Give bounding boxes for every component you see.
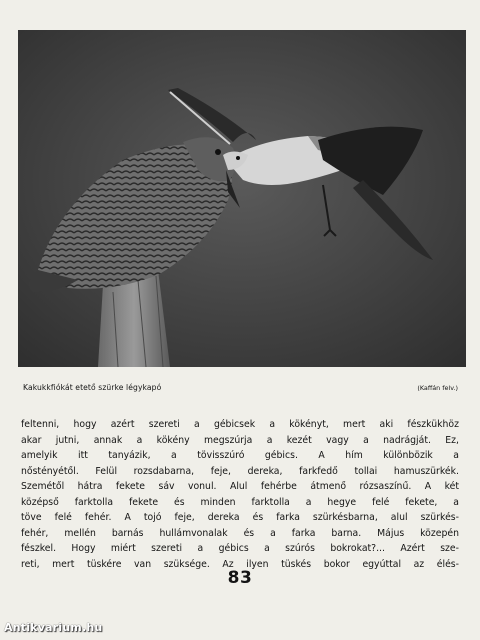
- photo-caption: Kakukkfiókát etető szürke légykapó: [23, 383, 162, 392]
- text-line: akar jutni, annak a kökény megszúrja a kezét vagy a nadrágját. Ez,: [21, 434, 459, 446]
- body-text: [21, 417, 459, 572]
- text-line: Szemétől hátra fekete sáv vonul. Alul fehérbe átmenő rózsaszínű. A két: [21, 481, 459, 493]
- text-line: fészkel. Hogy miért szereti a gébics a szúrós bokrokat?... Azért sze-: [21, 543, 459, 555]
- text-line: feltenni, hogy azért szereti a gébicsek a kökényt, mert aki fészkükhöz: [21, 419, 459, 430]
- text-line: fehér, mellén barnás hullámvonalak és a farka barna. Május közepén: [21, 527, 459, 539]
- text-line: reti, mert tüskére van szüksége. Az ilyen tüskés bokor egyúttal az élés-: [21, 558, 459, 570]
- page-number: 83: [227, 568, 253, 588]
- watermark: Antikvarium.hu: [4, 621, 103, 634]
- text-line: amelyik itt tanyázik, a tövisszúró gébics. A hím különbözik a: [21, 450, 459, 462]
- text-line: középső farktolla fekete és minden farktolla a hegye felé fekete, a: [21, 496, 459, 508]
- text-line: nőstényétől. Felül rozsdabarna, feje, dereka, farkfedő tollai hamuszürkék.: [21, 465, 459, 477]
- photo-illustration: [18, 30, 466, 367]
- photo-credit: (Kaffán felv.): [417, 384, 458, 392]
- text-line: töve felé fehér. A tojó feje, dereka és farka szürkésbarna, alul szürkés-: [21, 512, 459, 524]
- bird-photograph: [18, 30, 466, 367]
